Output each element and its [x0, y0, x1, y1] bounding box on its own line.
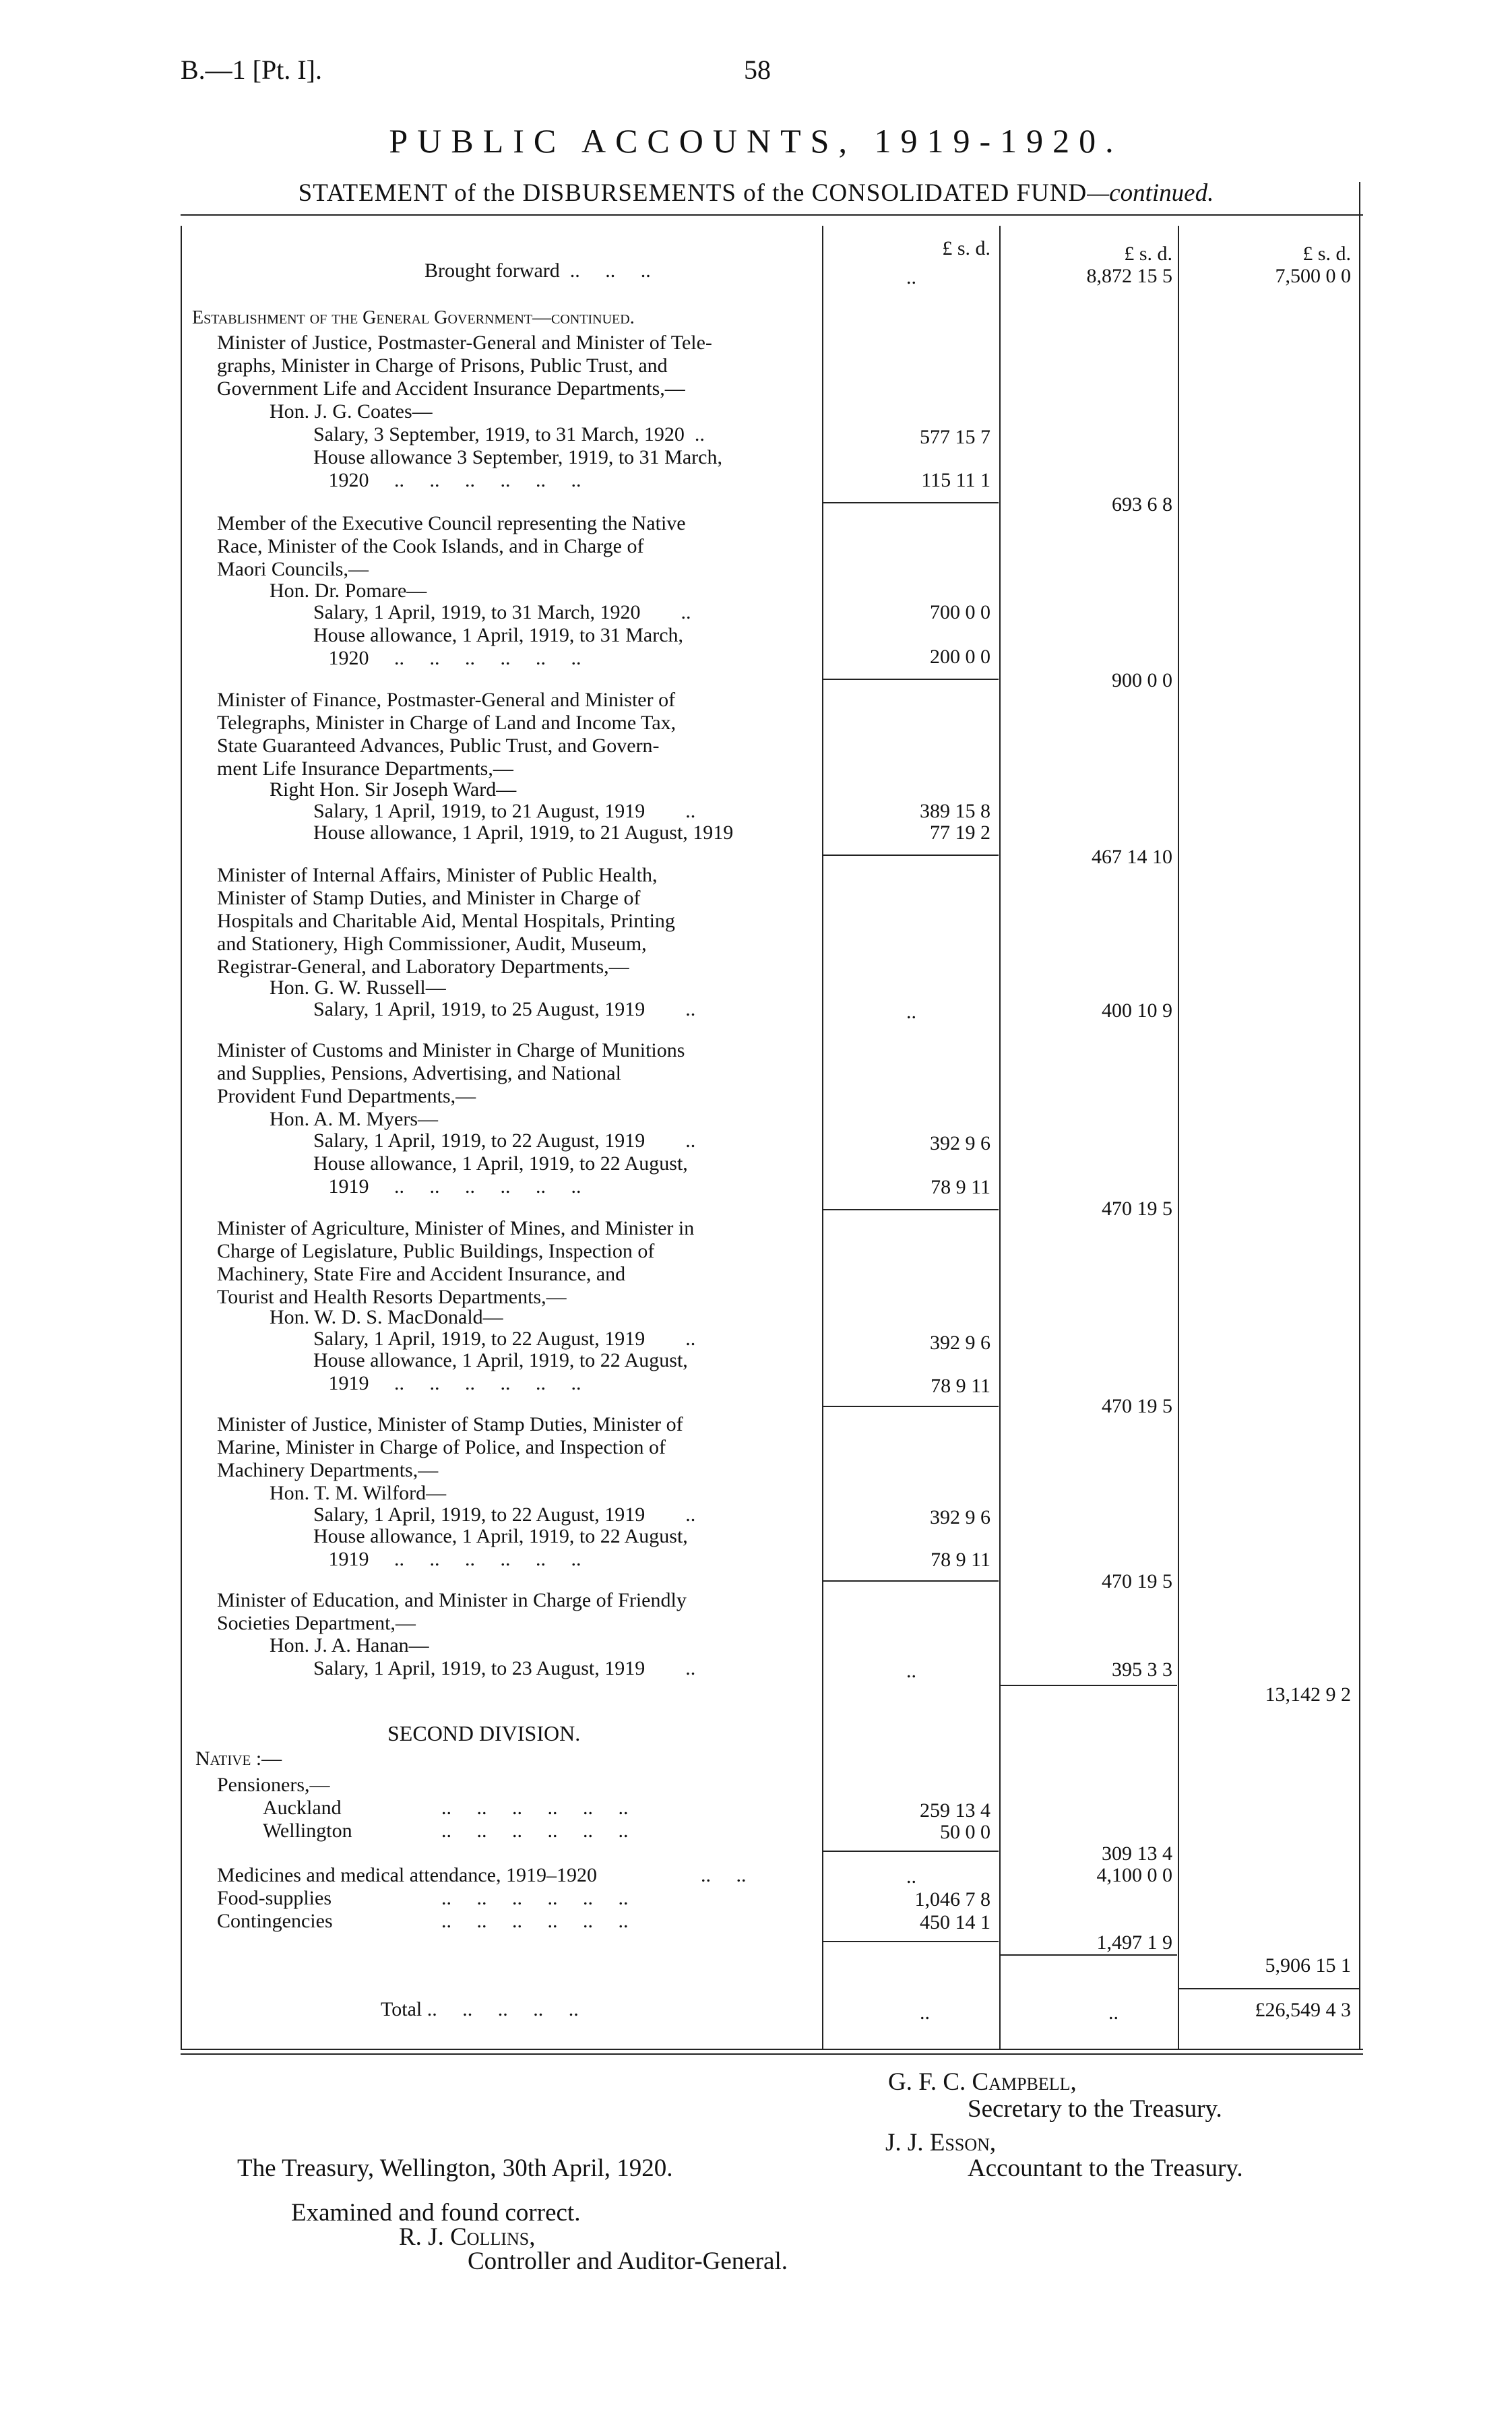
table-bottom-rule-2: [181, 2053, 1363, 2055]
pensioner-wellington-dots: .. .. .. .. .. ..: [441, 1820, 629, 1842]
minister-total: 470 19 5: [1102, 1570, 1172, 1592]
minister-name: Hon. J. A. Hanan—: [270, 1634, 429, 1656]
allowance-label: House allowance, 1 April, 1919, to 31 March, 1920 .. .. .. .. .. ..: [313, 624, 684, 669]
food-supplies-c1: 1,046 7 8: [914, 1888, 990, 1911]
subtotal-rule: [823, 855, 999, 856]
page-title: PUBLIC ACCOUNTS, 1919-1920.: [389, 122, 1123, 160]
allowance-amount: 78 9 11: [931, 1375, 990, 1397]
col3-divider: [1178, 226, 1179, 2049]
division-subtotal-rule: [1001, 1685, 1177, 1686]
signatory-collins-title: Controller and Auditor-General.: [468, 2247, 788, 2275]
minister-total: 400 10 9: [1102, 999, 1172, 1022]
salary-label: Salary, 1 April, 1919, to 22 August, 1919 ..: [313, 1129, 696, 1152]
minister-total: 470 19 5: [1102, 1198, 1172, 1220]
allowance-amount: 78 9 11: [931, 1549, 990, 1571]
minister-name: Hon. T. M. Wilford—: [270, 1482, 447, 1504]
brought-forward-c3: 7,500 0 0: [1275, 265, 1351, 287]
allowance-amount: 77 19 2: [930, 821, 990, 844]
minister-name: Hon. J. G. Coates—: [270, 400, 433, 423]
allowance-label: House allowance 3 September, 1919, to 31 March, 1920 .. .. .. .. .. ..: [313, 446, 722, 491]
allowance-amount: 200 0 0: [930, 646, 990, 668]
pensioner-auckland-amount: 259 13 4: [920, 1799, 990, 1822]
total-c3: £26,549 4 3: [1255, 1999, 1351, 2021]
signatory-campbell-title: Secretary to the Treasury.: [968, 2095, 1222, 2123]
document-reference: B.—1 [Pt. I].: [181, 55, 322, 85]
division-subtotal-rule: [1001, 1954, 1177, 1956]
page-number: 58: [744, 55, 771, 85]
allowance-amount: 78 9 11: [931, 1176, 990, 1198]
allowance-label: House allowance, 1 April, 1919, to 22 August, 1919 .. .. .. .. .. ..: [313, 1152, 688, 1198]
salary-label: Salary, 3 September, 1919, to 31 March, 1920 ..: [313, 423, 705, 445]
subtotal-rule: [823, 1941, 999, 1942]
salary-amount: 700 0 0: [930, 601, 990, 623]
pensioners-label: Pensioners,—: [217, 1774, 330, 1796]
total-c2: ..: [1108, 2002, 1119, 2024]
table-bottom-rule: [181, 2049, 1363, 2050]
table-left-rule: [181, 226, 182, 2049]
pensioner-wellington-amount: 50 0 0: [940, 1821, 990, 1843]
contingencies-c1: 450 14 1: [920, 1911, 990, 1933]
allowance-amount: 115 11 1: [921, 469, 990, 491]
medicines-label: Medicines and medical attendance, 1919–1920: [217, 1864, 597, 1886]
pensioner-wellington-label: Wellington: [263, 1820, 352, 1842]
food-supplies-dots: .. .. .. .. .. ..: [441, 1887, 629, 1909]
subtotal-rule: [823, 679, 999, 680]
table-right-rule: [1359, 182, 1360, 2049]
minister-name: Right Hon. Sir Joseph Ward—: [270, 778, 517, 801]
pensioners-total: 309 13 4: [1102, 1842, 1172, 1865]
salary-label: Salary, 1 April, 1919, to 23 August, 1919 ..: [313, 1657, 696, 1679]
native-label: Native :—: [195, 1747, 282, 1770]
salary-amount: 577 15 7: [920, 426, 990, 448]
salary-label: Salary, 1 April, 1919, to 25 August, 1919 ..: [313, 998, 696, 1020]
signatory-campbell-name: G. F. C. Campbell,: [888, 2068, 1077, 2096]
minister-desc: Member of the Executive Council representing the Native Race, Minister of the Cook Islands, and in Charge of Maori Councils,—: [217, 512, 686, 580]
minister-total: 470 19 5: [1102, 1395, 1172, 1417]
minister-name: Hon. Dr. Pomare—: [270, 580, 427, 602]
total-label: Total .. .. .. .. ..: [381, 1998, 579, 2020]
total-top-rule: [1179, 1988, 1359, 1989]
pensioner-auckland-dots: .. .. .. .. .. ..: [441, 1797, 629, 1819]
allowance-label: House allowance, 1 April, 1919, to 22 August, 1919 .. .. .. .. .. ..: [313, 1349, 688, 1394]
total-c1: ..: [920, 2002, 930, 2024]
subtotal-rule: [823, 1580, 999, 1582]
section-heading: Establishment of the General Government—continued.: [192, 307, 635, 328]
salary-label: Salary, 1 April, 1919, to 22 August, 1919 ..: [313, 1503, 696, 1526]
statement-subtitle: [0, 179, 1512, 208]
salary-label: Salary, 1 April, 1919, to 31 March, 1920 ..: [313, 601, 691, 623]
minister-desc: Minister of Customs and Minister in Charge of Munitions and Supplies, Pensions, Advertising, and National Provident Fund Departments,—: [217, 1039, 685, 1107]
contingencies-dots: .. .. .. .. .. ..: [441, 1910, 629, 1932]
subtitle-main: STATEMENT of the DISBURSEMENTS of the CONSOLIDATED FUND: [298, 179, 1088, 207]
minister-total: 395 3 3: [1112, 1658, 1172, 1681]
salary-amount: 392 9 6: [930, 1132, 990, 1154]
minister-name: Hon. A. M. Myers—: [270, 1108, 439, 1130]
food-supplies-label: Food-supplies: [217, 1887, 332, 1909]
salary-amount: 389 15 8: [920, 800, 990, 822]
brought-forward-label: Brought forward .. .. ..: [424, 259, 651, 282]
salary-amount: ..: [906, 1660, 916, 1682]
signatory-esson-name: J. J. Esson,: [885, 2129, 997, 2157]
table-top-rule: [181, 214, 1363, 216]
first-division-total: 13,142 9 2: [1265, 1683, 1351, 1706]
subtotal-rule: [823, 502, 999, 503]
other-total: 1,497 1 9: [1096, 1931, 1172, 1954]
minister-desc: Minister of Finance, Postmaster-General and Minister of Telegraphs, Minister in Charge of Land and Income Tax, State Guaranteed Advances, Public Trust, and Govern- ment Life Insurance Departments,—: [217, 689, 676, 780]
signatory-esson-title: Accountant to the Treasury.: [968, 2154, 1243, 2182]
pensioner-auckland-label: Auckland: [263, 1797, 342, 1819]
brought-forward-c2: 8,872 15 5: [1086, 265, 1172, 287]
examined-note: Examined and found correct.: [291, 2199, 581, 2227]
col3-header: £ s. d.: [1302, 243, 1351, 265]
minister-total: 900 0 0: [1112, 669, 1172, 691]
minister-desc: Minister of Justice, Postmaster-General and Minister of Tele- graphs, Minister in Charge of Prisons, Public Trust, and Government Life and Accident Insurance Departments,—: [217, 332, 712, 400]
medicines-dots: .. ..: [701, 1864, 747, 1886]
salary-label: Salary, 1 April, 1919, to 21 August, 1919 ..: [313, 800, 696, 822]
subtitle-suffix: —continued.: [1087, 179, 1214, 207]
second-division-total: 5,906 15 1: [1265, 1954, 1351, 1977]
subtotal-rule: [823, 1406, 999, 1407]
salary-amount: ..: [906, 1001, 916, 1023]
col2-divider: [999, 226, 1001, 2049]
salary-amount: 392 9 6: [930, 1332, 990, 1354]
allowance-label: House allowance, 1 April, 1919, to 22 August, 1919 .. .. .. .. .. ..: [313, 1525, 688, 1570]
medicines-c1: ..: [906, 1865, 916, 1888]
contingencies-label: Contingencies: [217, 1910, 333, 1932]
col1-header: £ s. d.: [942, 237, 990, 259]
allowance-label: House allowance, 1 April, 1919, to 21 August, 1919: [313, 821, 734, 844]
minister-name: Hon. G. W. Russell—: [270, 976, 446, 999]
minister-desc: Minister of Agriculture, Minister of Mines, and Minister in Charge of Legislature, Public Buildings, Inspection of Machinery, State Fire and Accident Insurance, and Tourist and Health Resorts Departments,—: [217, 1217, 695, 1308]
medicines-c2: 4,100 0 0: [1096, 1864, 1172, 1886]
brought-forward-c1: ..: [906, 266, 916, 288]
subtotal-rule: [823, 1209, 999, 1210]
salary-amount: 392 9 6: [930, 1506, 990, 1528]
subtotal-rule: [823, 1851, 999, 1852]
minister-name: Hon. W. D. S. MacDonald—: [270, 1306, 503, 1328]
second-division-heading: SECOND DIVISION.: [387, 1721, 581, 1745]
minister-total: 693 6 8: [1112, 493, 1172, 516]
col1-divider: [822, 226, 823, 2049]
signatory-collins-name: R. J. Collins,: [399, 2223, 536, 2251]
salary-label: Salary, 1 April, 1919, to 22 August, 1919 ..: [313, 1328, 696, 1350]
minister-desc: Minister of Education, and Minister in Charge of Friendly Societies Department,—: [217, 1589, 687, 1634]
place-and-date: The Treasury, Wellington, 30th April, 1920.: [237, 2154, 673, 2182]
col2-header: £ s. d.: [1124, 243, 1172, 265]
minister-desc: Minister of Justice, Minister of Stamp Duties, Minister of Marine, Minister in Charge of Police, and Inspection of Machinery Departments,—: [217, 1413, 683, 1481]
minister-total: 467 14 10: [1092, 846, 1172, 868]
minister-desc: Minister of Internal Affairs, Minister of Public Health, Minister of Stamp Duties, and Minister in Charge of Hospitals and Charitable Aid, Mental Hospitals, Printing and Stationery, High Commissioner, Audit, Museum, Registrar-General, and Laboratory Departments,—: [217, 864, 675, 978]
